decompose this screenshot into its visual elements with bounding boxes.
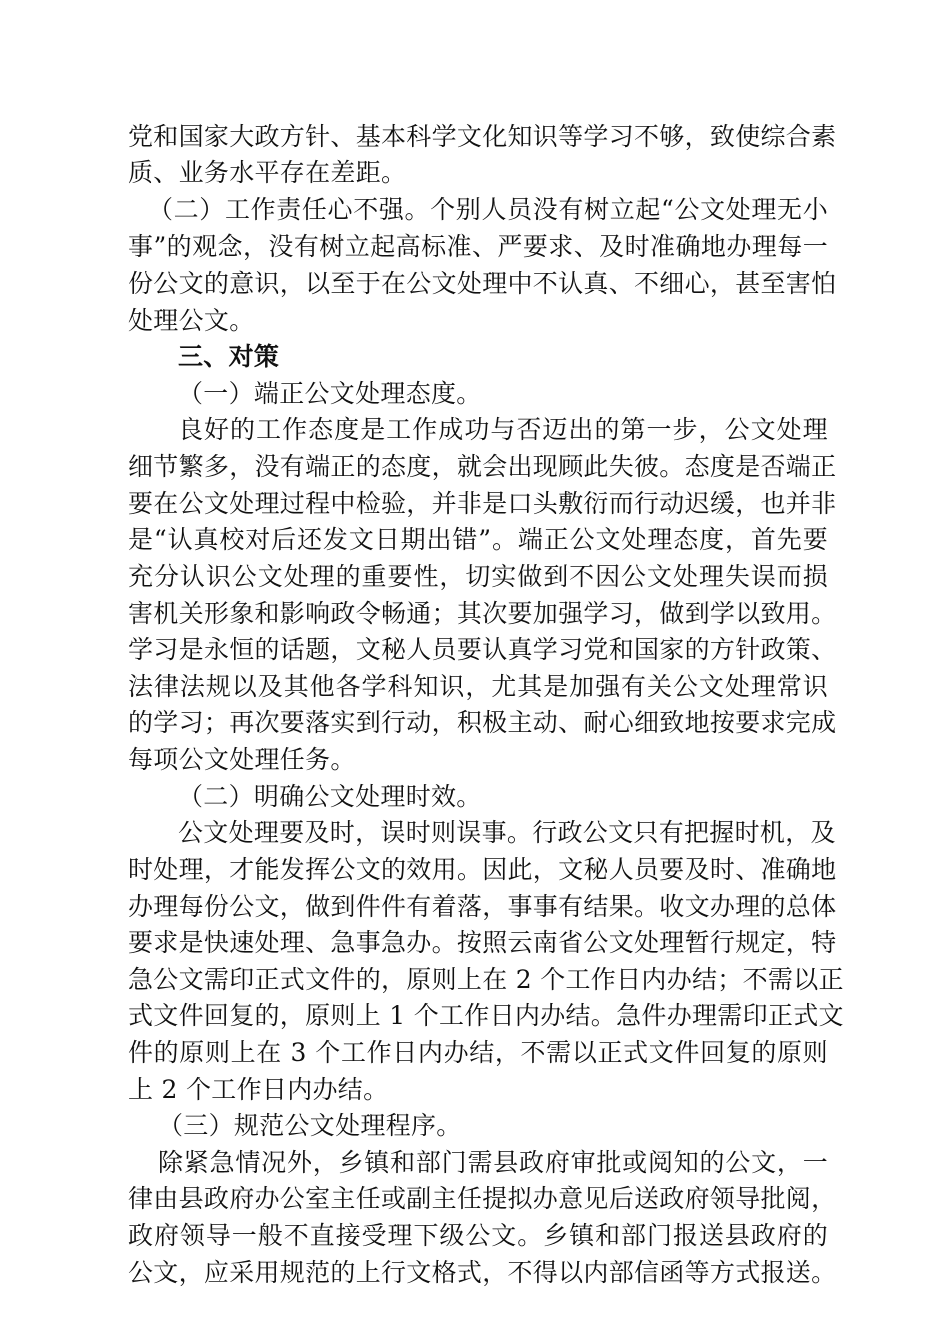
body-text-line: 要求是快速处理、急事急办。按照云南省公文处理暂行规定，特 [128,928,837,957]
section-heading: 三、对策 [178,342,280,371]
body-text-line: 件的原则上在 3 个工作日内办结，不需以正式文件回复的原则 [128,1038,828,1067]
body-text-line: 律由县政府办公室主任或副主任提拟办意见后送政府领导批阅， [128,1184,837,1213]
section-heading-line: （二）工作责任心不强。个别人员没有树立起“公文处理无小 [148,195,828,224]
body-text-line: 政府领导一般不直接受理下级公文。乡镇和部门报送县政府的 [128,1221,828,1250]
body-text-line: 每项公文处理任务。 [128,745,356,774]
body-text-line: 上 2 个工作日内办结。 [128,1075,389,1104]
subsection-heading: （二）明确公文处理时效。 [178,782,482,811]
body-text-line: 细节繁多，没有端正的态度，就会出现顾此失彼。态度是否端正 [128,452,837,481]
body-text-line: 份公文的意识，以至于在公文处理中不认真、不细心，甚至害怕 [128,269,837,298]
body-text-line: 学习是永恒的话题，文秘人员要认真学习党和国家的方针政策、 [128,635,837,664]
body-text-line: 处理公文。 [128,306,255,335]
body-text-line: 急公文需印正式文件的，原则上在 2 个工作日内办结；不需以正 [128,965,844,994]
body-text-line: 充分认识公文处理的重要性，切实做到不因公文处理失误而损 [128,562,828,591]
subsection-heading: （一）端正公文处理态度。 [178,379,482,408]
body-text-line: 除紧急情况外，乡镇和部门需县政府审批或阅知的公文，一 [158,1148,828,1177]
body-text-line: 的学习；再次要落实到行动，积极主动、耐心细致地按要求完成 [128,708,837,737]
body-text-line: 法律法规以及其他各学科知识，尤其是加强有关公文处理常识 [128,672,828,701]
body-text-line: 质、业务水平存在差距。 [128,158,407,187]
subsection-heading: （三）规范公文处理程序。 [158,1111,462,1140]
body-text-line: 党和国家大政方针、基本科学文化知识等学习不够，致使综合素 [128,122,837,151]
body-text-line: 良好的工作态度是工作成功与否迈出的第一步，公文处理 [178,415,828,444]
body-text-line: 公文，应采用规范的上行文格式，不得以内部信函等方式报送。 [128,1258,837,1287]
body-text-line: 是“认真校对后还发文日期出错”。端正公文处理态度，首先要 [128,525,828,554]
body-text-line: 事”的观念，没有树立起高标准、严要求、及时准确地办理每一 [128,232,828,261]
body-text-line: 时处理，才能发挥公文的效用。因此，文秘人员要及时、准确地 [128,855,837,884]
body-text-line: 要在公文处理过程中检验，并非是口头敷衍而行动迟缓，也并非 [128,489,837,518]
body-text-line: 害机关形象和影响政令畅通；其次要加强学习，做到学以致用。 [128,599,837,628]
body-text-line: 公文处理要及时，误时则误事。行政公文只有把握时机，及 [178,818,836,847]
body-text-line: 式文件回复的，原则上 1 个工作日内办结。急件办理需印正式文 [128,1001,844,1030]
body-text-line: 办理每份公文，做到件件有着落，事事有结果。收文办理的总体 [128,892,837,921]
